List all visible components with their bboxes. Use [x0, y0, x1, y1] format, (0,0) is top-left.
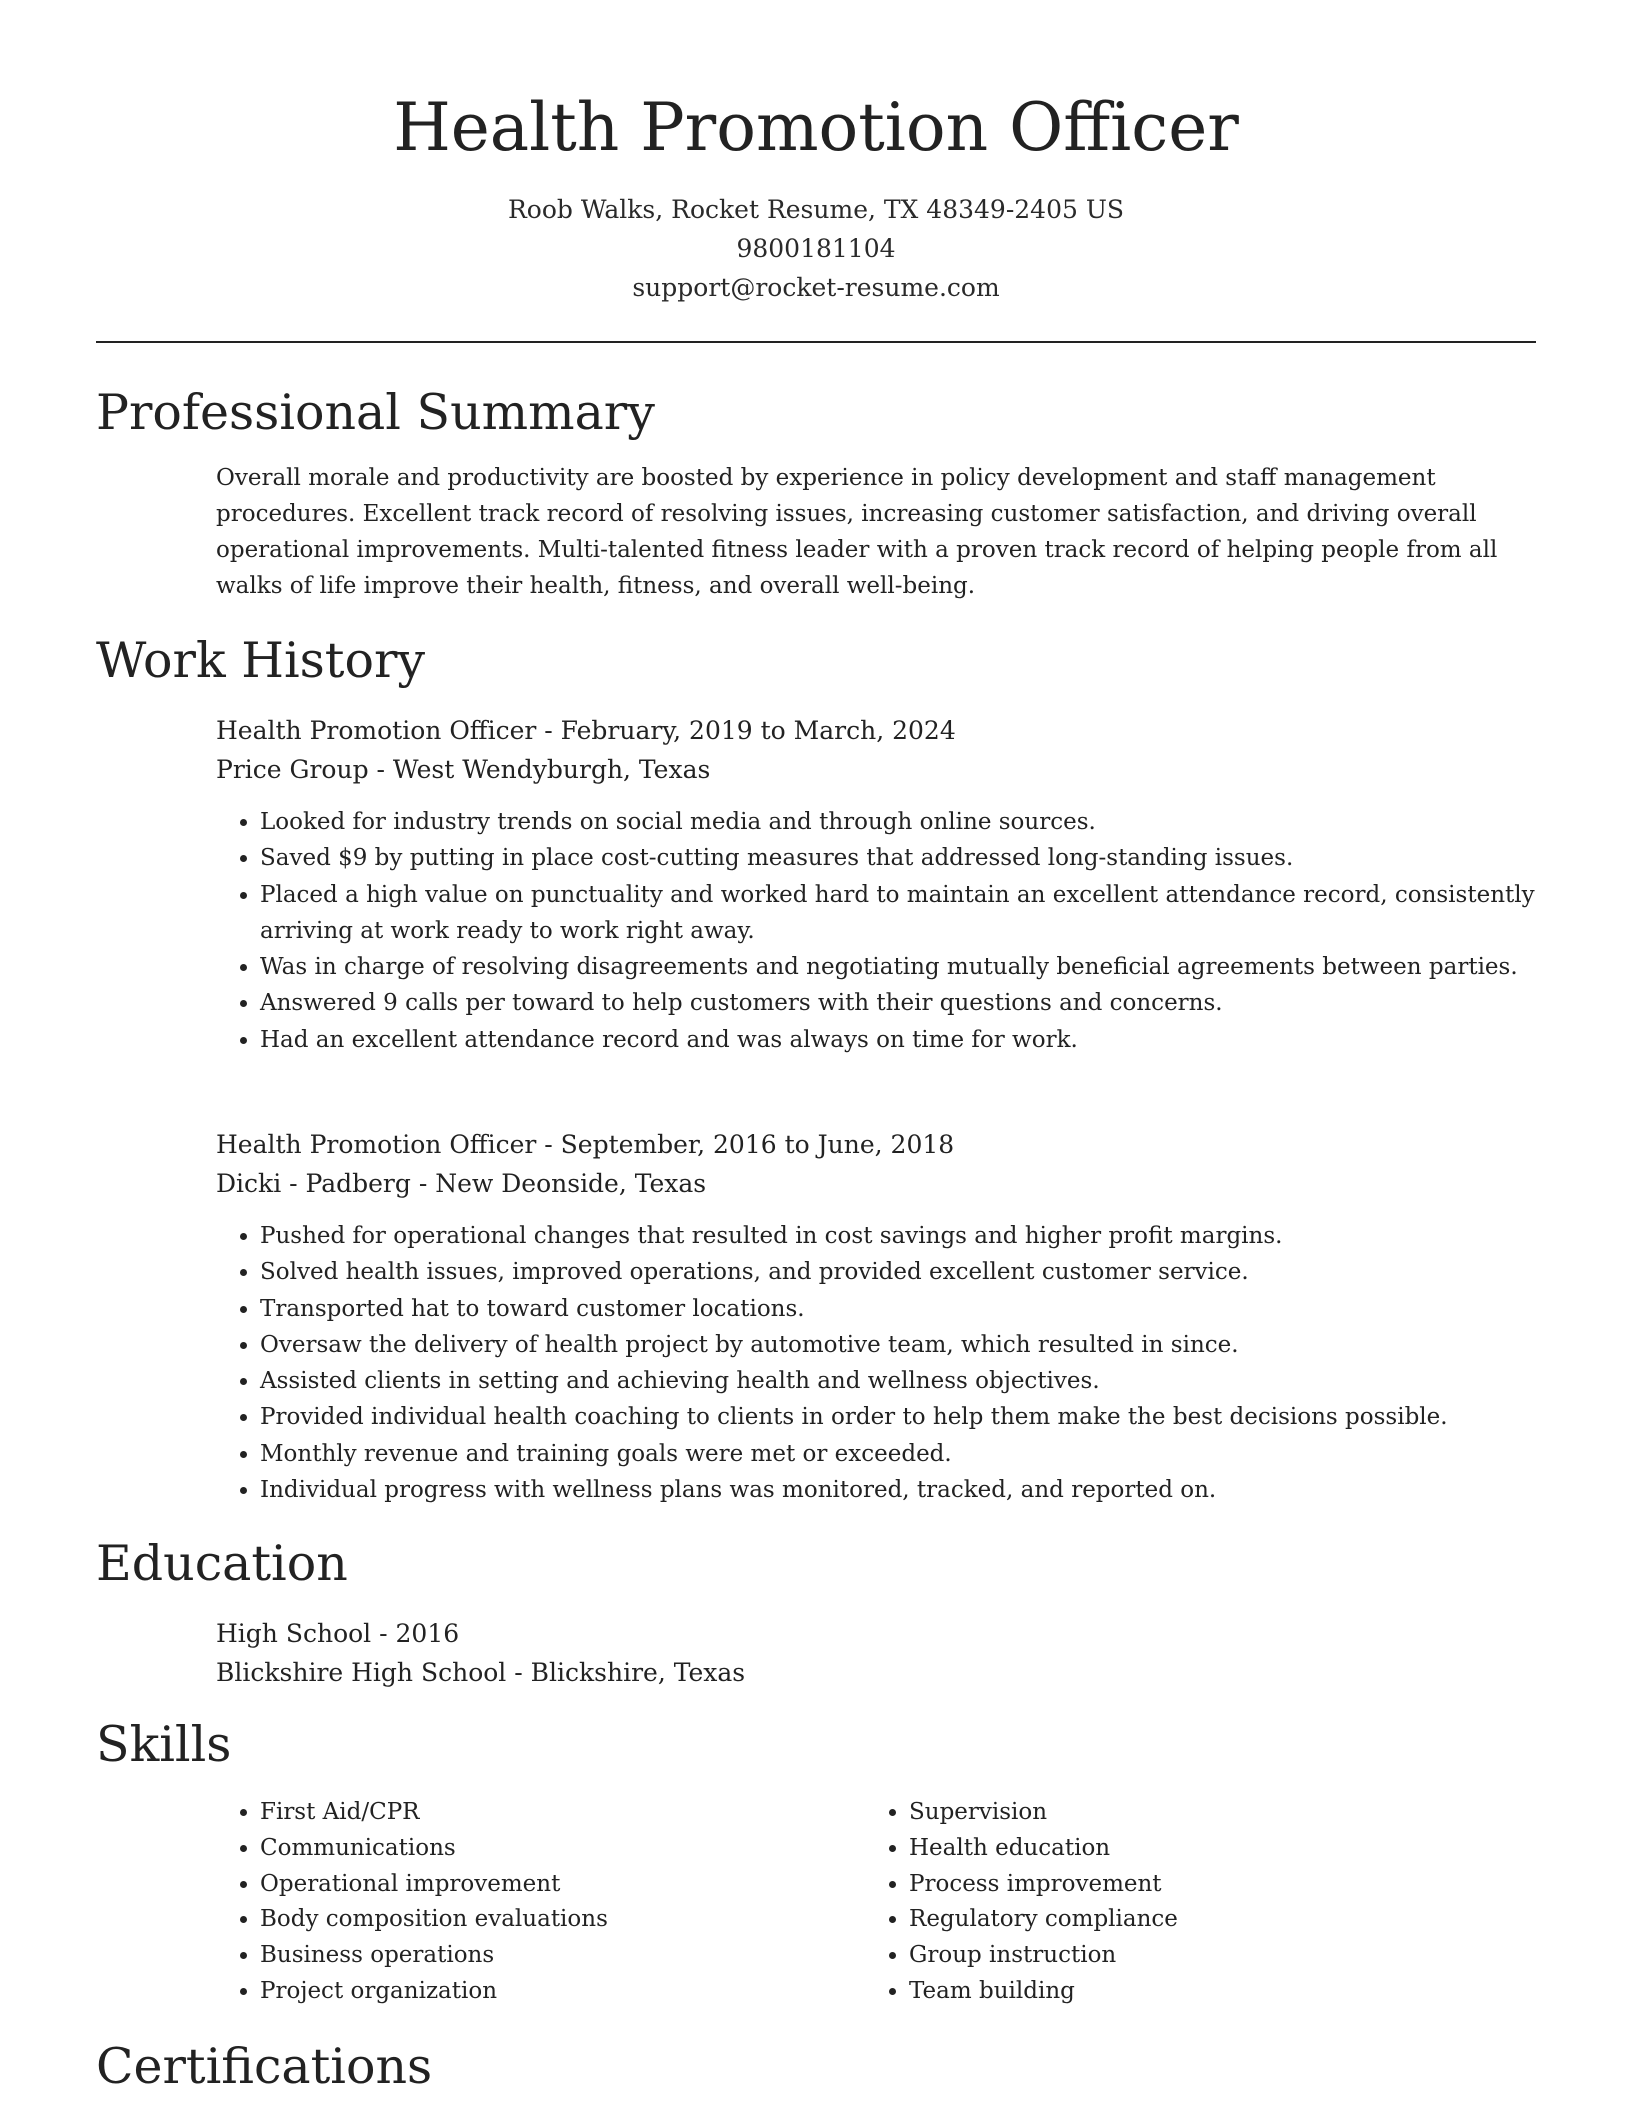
job-title-line: Health Promotion Officer - February, 2019 to March, 2024 [216, 716, 956, 745]
job-bullet: • Assisted clients in setting and achieving health and wellness objectives. [260, 1363, 1580, 1399]
header-divider [96, 341, 1536, 343]
work-history-heading: Work History [96, 632, 426, 689]
job-bullet: • Had an excellent attendance record and was always on time for work. [260, 1022, 1580, 1058]
summary-line: operational improvements. Multi-talented fitness leader with a proven track record of helping people from all [216, 537, 1498, 563]
summary-line: procedures. Excellent track record of resolving issues, increasing customer satisfaction, and driving overall [216, 501, 1477, 527]
job-bullet: • Placed a high value on punctuality and worked hard to maintain an excellent attendance record, consistently arriving at work ready to work right away. [260, 877, 1580, 950]
job-title-line: Health Promotion Officer - September, 2016 to June, 2018 [216, 1130, 955, 1159]
skill-item: • Operational improvement [260, 1867, 860, 1903]
job-bullet: • Transported hat to toward customer locations. [260, 1291, 1580, 1327]
skills-list-right [865, 1795, 1509, 2010]
skill-item: • Body composition evaluations [260, 1902, 860, 1938]
skill-item: • Team building [909, 1974, 1509, 2010]
job-bullet: • Provided individual health coaching to clients in order to help them make the best decisions possible. [260, 1399, 1580, 1435]
job-header [216, 711, 1536, 789]
contact-block [96, 190, 1536, 307]
job-bullet: • Looked for industry trends on social media and through online sources. [260, 804, 1580, 840]
job-bullet: • Was in charge of resolving disagreements and negotiating mutually beneficial agreements between parties. [260, 949, 1580, 985]
skill-item: • First Aid/CPR [260, 1795, 860, 1831]
education-degree-line: High School - 2016 [216, 1619, 460, 1648]
job-company-line: Price Group - West Wendyburgh, Texas [216, 755, 711, 784]
job-company-line: Dicki - Padberg - New Deonside, Texas [216, 1169, 707, 1198]
skill-item: • Process improvement [909, 1867, 1509, 1903]
summary-line: walks of life improve their health, fitness, and overall well-being. [216, 573, 976, 599]
skill-item: • Group instruction [909, 1938, 1509, 1974]
summary-heading: Professional Summary [96, 384, 655, 441]
education-entry [216, 1614, 1536, 1692]
skills-list-left [216, 1795, 860, 2010]
resume-title: Health Promotion Officer [393, 89, 1239, 166]
job-bullet: • Pushed for operational changes that resulted in cost savings and higher profit margins. [260, 1218, 1580, 1254]
skill-item: • Regulatory compliance [909, 1902, 1509, 1938]
skill-item: • Business operations [260, 1938, 860, 1974]
job-bullet: • Oversaw the delivery of health project by automotive team, which resulted in since. [260, 1327, 1580, 1363]
skill-item: • Communications [260, 1831, 860, 1867]
contact-phone: 9800181104 [736, 234, 896, 263]
skills-heading: Skills [96, 1716, 232, 1773]
education-school-line: Blickshire High School - Blickshire, Texas [216, 1658, 746, 1687]
job-bullet: • Solved health issues, improved operations, and provided excellent customer service. [260, 1254, 1580, 1290]
skill-item: • Supervision [909, 1795, 1509, 1831]
job-header [216, 1125, 1536, 1203]
summary-line: Overall morale and productivity are boosted by experience in policy development and staff management [216, 465, 1436, 491]
job-bullet: • Monthly revenue and training goals were met or exceeded. [260, 1436, 1580, 1472]
job-bullet: • Individual progress with wellness plans was monitored, tracked, and reported on. [260, 1472, 1580, 1508]
skill-item: • Project organization [260, 1974, 860, 2010]
job-bullets [216, 804, 1580, 1058]
contact-address: Roob Walks, Rocket Resume, TX 48349-2405 US [507, 195, 1125, 224]
certifications-heading: Certifications [96, 2038, 433, 2095]
job-bullets [216, 1218, 1580, 1508]
education-heading: Education [96, 1535, 348, 1592]
skill-item: • Health education [909, 1831, 1509, 1867]
contact-email: support@rocket-resume.com [632, 273, 1000, 302]
job-bullet: • Saved $9 by putting in place cost-cutting measures that addressed long-standing issues. [260, 840, 1580, 876]
summary-text [216, 460, 1536, 604]
job-bullet: • Answered 9 calls per toward to help customers with their questions and concerns. [260, 985, 1580, 1021]
